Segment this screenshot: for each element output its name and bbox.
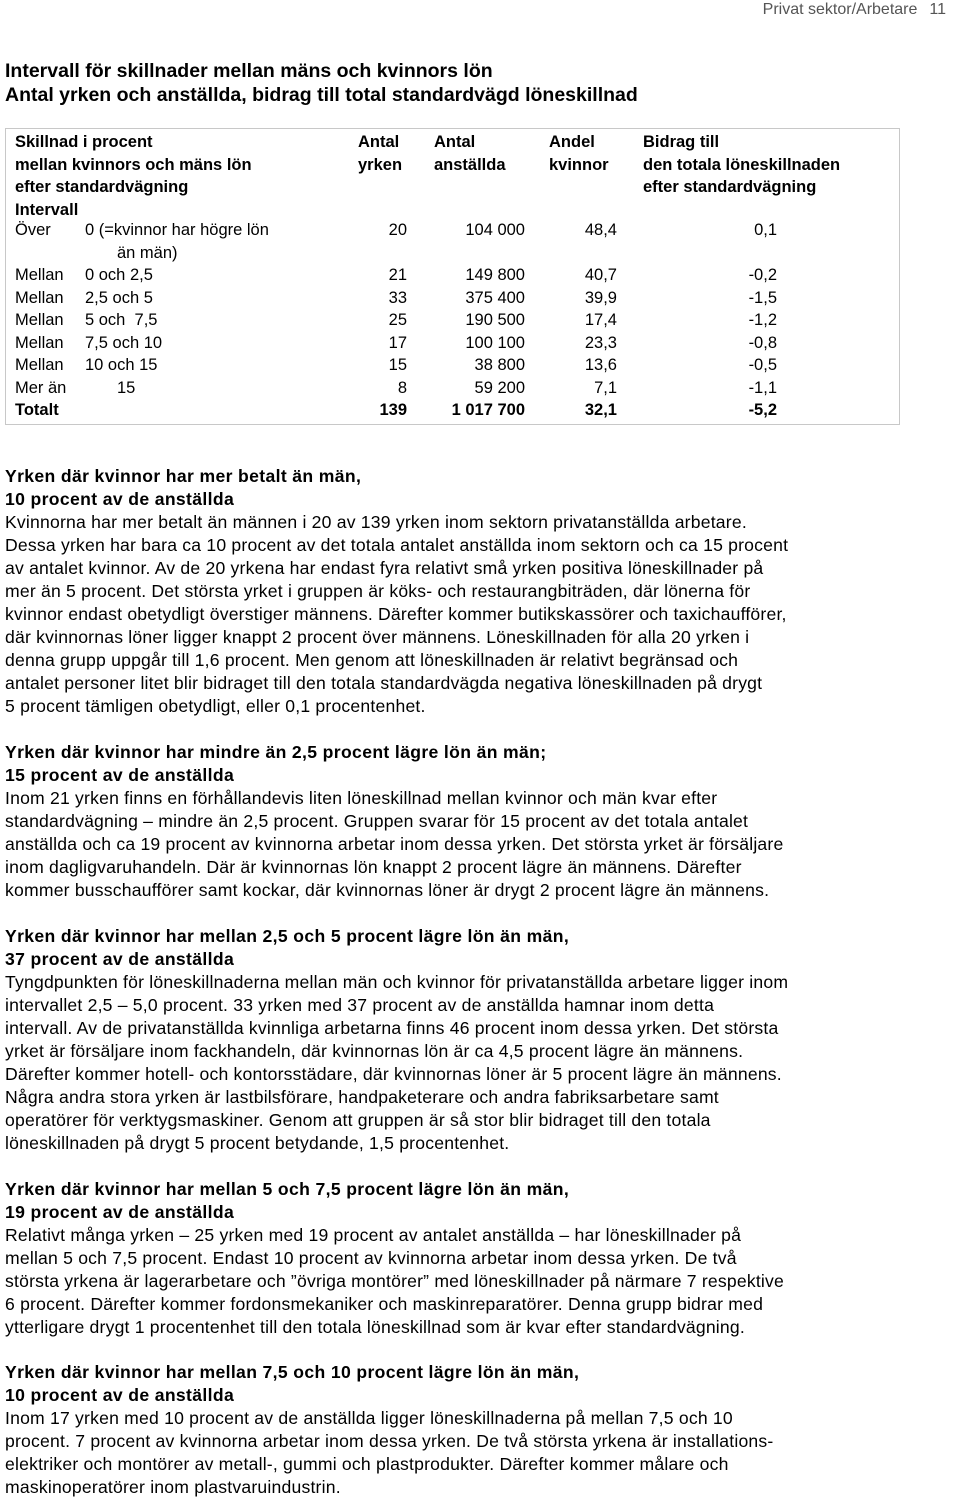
- document-title: [5, 60, 638, 107]
- header-andel-kvinnor: Andel kvinnor: [549, 133, 609, 174]
- table-row: Mellan 2,5 och 5 33 375 400 39,9 -1,5: [15, 288, 777, 307]
- table-row: Mellan 7,5 och 10 17 100 100 23,3 -0,8: [15, 333, 777, 352]
- section-7-5-to-10: [5, 1361, 955, 1499]
- section-heading: Yrken där kvinnor har mer betalt än män, 10 procent av de anställda: [5, 466, 362, 509]
- section-under-2-5: [5, 741, 955, 902]
- section-5-to-7-5: [5, 1178, 955, 1339]
- header-antal-yrken: Antal yrken: [358, 133, 403, 174]
- section-heading: Yrken där kvinnor har mellan 2,5 och 5 procent lägre lön än män, 37 procent av de anställda: [5, 926, 570, 969]
- header-antal-anstallda: Antal anställda: [434, 133, 506, 174]
- section-body: Relativt många yrken – 25 yrken med 19 procent av antalet anställda – har löneskillnader på mellan 5 och 7,5 procent. Endast 10 procent av kvinnorna arbetar inom dessa yrken. De två största yrkena är lagerarbetare och ”övriga montörer” med löneskillnader på närmare 7 respektive 6 procent. Därefter kommer fordonsmekaniker och maskinreparatörer. Denna grupp bidrar med ytterligare drygt 1 procentenhet till den totala löneskillnad som är kvar efter standardvägning.: [5, 1225, 785, 1337]
- table-row: Mellan 0 och 2,5 21 149 800 40,7 -0,2: [15, 266, 777, 284]
- table-row: Mellan 10 och 15 15 38 800 13,6 -0,5: [15, 356, 777, 374]
- section-2-5-to-5: [5, 925, 955, 1155]
- interval-table: [5, 128, 900, 425]
- title-line-1: Intervall för skillnader mellan mäns och kvinnors lön: [5, 60, 493, 82]
- page-number: 11: [929, 1, 946, 18]
- table-row: Över 0 (=kvinnor har högre lön än män) 20 104 000 48,4 0,1: [15, 221, 777, 262]
- title-line-2: Antal yrken och anställda, bidrag till total standardvägd löneskillnad: [5, 83, 638, 106]
- table-total-row: Totalt 139 1 017 700 32,1 -5,2: [15, 401, 777, 419]
- section-body: Inom 17 yrken med 10 procent av de anställda ligger löneskillnaderna på mellan 7,5 och 10 procent. 7 procent av kvinnorna arbetar inom dessa yrken. De två största yrkena är installations- elektriker och montörer av metall-, gummi och plastprodukter. Därefter kommer målare och maskinoperatörer inom plastvaruindustrin.: [5, 1408, 774, 1497]
- header-bidrag: Bidrag till den totala löneskillnaden efter standardvägning: [643, 133, 841, 196]
- table-row: Mellan 5 och 7,5 25 190 500 17,4 -1,2: [15, 311, 777, 329]
- running-header: [763, 0, 946, 20]
- section-heading: Yrken där kvinnor har mellan 7,5 och 10 procent lägre lön än män, 10 procent av de anställda: [5, 1362, 580, 1405]
- section-body: Kvinnorna har mer betalt än männen i 20 av 139 yrken inom sektorn privatanställda arbetare. Dessa yrken har bara ca 10 procent av det totala antalet anställda inom sektorn och ca 15 procent av antalet kvinnor. Av de 20 yrkena har endast fyra relativt små yrken positiva löneskillnader på mer än 5 procent. Det största yrket i gruppen är köks- och restaurangbiträden, där lönerna för kvinnor endast obetydligt överstiger männens. Därefter kommer butikskassörer och taxichaufförer, där kvinnornas löner ligger knappt 2 procent över männens. Löneskillnaden för alla 20 yrken i denna grupp uppgår till 1,6 procent. Men genom att löneskillnaden är relativt begränsad och antalet personer litet blir bidraget till den totala standardvägda negativa löneskillnaden på drygt 5 procent tämligen obetydligt, eller 0,1 procentenhet.: [5, 512, 789, 716]
- running-header-section: Privat sektor/Arbetare: [762, 1, 918, 18]
- section-body: Inom 21 yrken finns en förhållandevis liten löneskillnad mellan kvinnor och män kvar efter standardvägning – mindre än 2,5 procent. Gruppen svarar för 15 procent av det totala antalet anställda och ca 19 procent av kvinnorna arbetar inom dessa yrken. Det största yrket är försäljare inom dagligvaruhandeln. Där är kvinnornas lön knappt 2 procent lägre än männens. Därefter kommer busschaufförer samt kockar, där kvinnornas löner är drygt 2 procent lägre än männens.: [5, 788, 784, 900]
- section-more-pay: [5, 465, 955, 718]
- section-heading: Yrken där kvinnor har mindre än 2,5 procent lägre lön än män; 15 procent av de anställda: [5, 742, 547, 785]
- section-body: Tyngdpunkten för löneskillnaderna mellan män och kvinnor för privatanställda arbetare ligger inom intervallet 2,5 – 5,0 procent. 33 yrken med 37 procent av de anställda hamnar inom detta intervall. Av de privatanställda kvinnliga arbetarna finns 46 procent inom dessa yrken. Det största yrket är försäljare inom fackhandeln, där kvinnornas lön är ca 4,5 procent lägre än männens. Därefter kommer hotell- och kontorsstädare, där kvinnornas löner är 5 procent lägre än männens. Några andra stora yrken är lastbilsförare, handpaketerare och andra fabriksarbetare samt operatörer för verktygsmaskiner. Genom att gruppen är så stor blir bidraget till den totala löneskillnaden på drygt 5 procent betydande, 1,5 procentenhet.: [5, 972, 789, 1153]
- section-heading: Yrken där kvinnor har mellan 5 och 7,5 procent lägre lön än män, 19 procent av de anställda: [5, 1179, 570, 1222]
- table-row: Mer än 15 8 59 200 7,1 -1,1: [15, 378, 777, 397]
- header-interval: Skillnad i procent mellan kvinnors och mäns lön efter standardvägning Intervall: [15, 133, 252, 219]
